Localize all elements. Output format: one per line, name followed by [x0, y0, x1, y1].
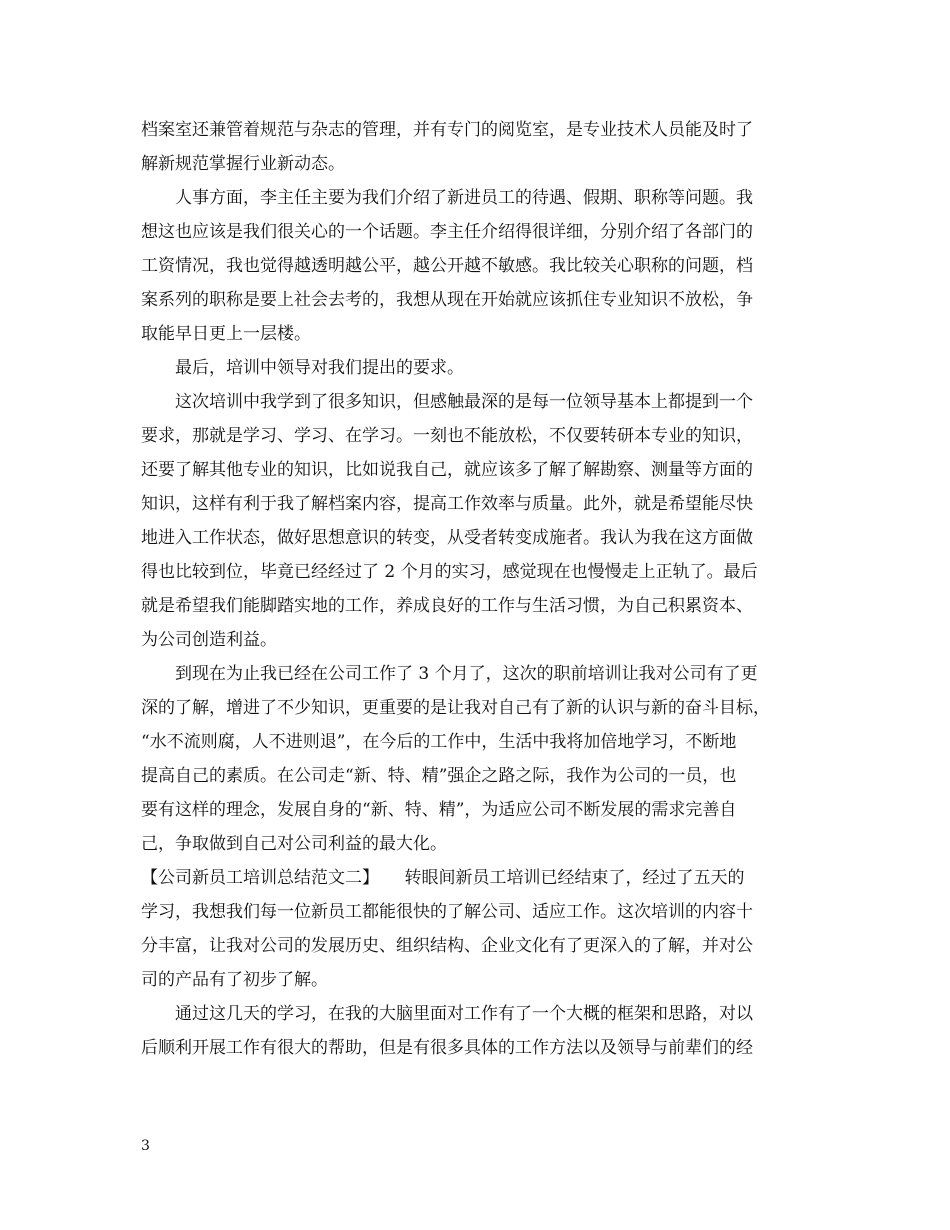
- text-line: 解新规范掌握行业新动态。: [141, 154, 345, 174]
- text-line: 地进入工作状态，做好思想意识的转变，从受者转变成施者。我认为我在这方面做: [141, 528, 753, 548]
- text-line: 深的了解，增进了不少知识，更重要的是让我对自己有了新的认识与新的奋斗目标，: [141, 698, 770, 718]
- text-line: 为公司创造利益。: [141, 630, 277, 650]
- text-line: 工资情况，我也觉得越透明越公平，越公开越不敏感。我比较关心职称的问题，档: [141, 256, 753, 276]
- text-line: 后顺利开展工作有很大的帮助，但是有很多具体的工作方法以及领导与前辈们的经: [141, 1038, 753, 1058]
- section-heading-line: 【公司新员工培训总结范文二】 转眼间新员工培训已经结束了，经过了五天的: [141, 868, 745, 888]
- text-line: 人事方面，李主任主要为我们介绍了新进员工的待遇、假期、职称等问题。我: [141, 188, 753, 208]
- text-line: 得也比较到位，毕竟已经经过了 2 个月的实习，感觉现在也慢慢走上正轨了。最后: [141, 562, 758, 582]
- text-line: 档案室还兼管着规范与杂志的管理，并有专门的阅览室，是专业技术人员能及时了: [141, 120, 753, 140]
- text-line: 要求，那就是学习、学习、在学习。一刻也不能放松，不仅要转研本专业的知识，: [141, 426, 753, 446]
- text-line: “水不流则腐，人不进则退”，在今后的工作中，生活中我将加倍地学习，不断地: [141, 732, 737, 752]
- text-line: 取能早日更上一层楼。: [141, 324, 311, 344]
- text-line: 学习，我想我们每一位新员工都能很快的了解公司、适应工作。这次培训的内容十: [141, 902, 753, 922]
- text-line: 最后，培训中领导对我们提出的要求。: [141, 358, 464, 378]
- text-line: 司的产品有了初步了解。: [141, 970, 328, 990]
- text-line: 通过这几天的学习，在我的大脑里面对工作有了一个大概的框架和思路，对以: [141, 1004, 753, 1024]
- text-line: 还要了解其他专业的知识，比如说我自己，就应该多了解了解勘察、测量等方面的: [141, 460, 753, 480]
- text-line: 想这也应该是我们很关心的一个话题。李主任介绍得很详细，分别介绍了各部门的: [141, 222, 753, 242]
- text-line: 分丰富，让我对公司的发展历史、组织结构、企业文化有了更深入的了解，并对公: [141, 936, 753, 956]
- page-number: 3: [141, 1138, 150, 1154]
- text-line: 就是希望我们能脚踏实地的工作，养成良好的工作与生活习惯，为自己积累资本、: [141, 596, 753, 616]
- text-line: 要有这样的理念，发展自身的“新、特、精”，为适应公司不断发展的需求完善自: [141, 800, 737, 820]
- text-line: 己，争取做到自己对公司利益的最大化。: [141, 834, 447, 854]
- text-line: 提高自己的素质。在公司走“新、特、精”强企之路之际，我作为公司的一员，也: [141, 766, 737, 786]
- text-line: 知识，这样有利于我了解档案内容，提高工作效率与质量。此外，就是希望能尽快: [141, 494, 753, 514]
- text-line: 到现在为止我已经在公司工作了 3 个月了，这次的职前培训让我对公司有了更: [141, 664, 758, 684]
- body-text: [141, 113, 821, 1065]
- text-line: 案系列的职称是要上社会去考的，我想从现在开始就应该抓住专业知识不放松，争: [141, 290, 753, 310]
- text-line: 这次培训中我学到了很多知识，但感触最深的是每一位领导基本上都提到一个: [141, 392, 753, 412]
